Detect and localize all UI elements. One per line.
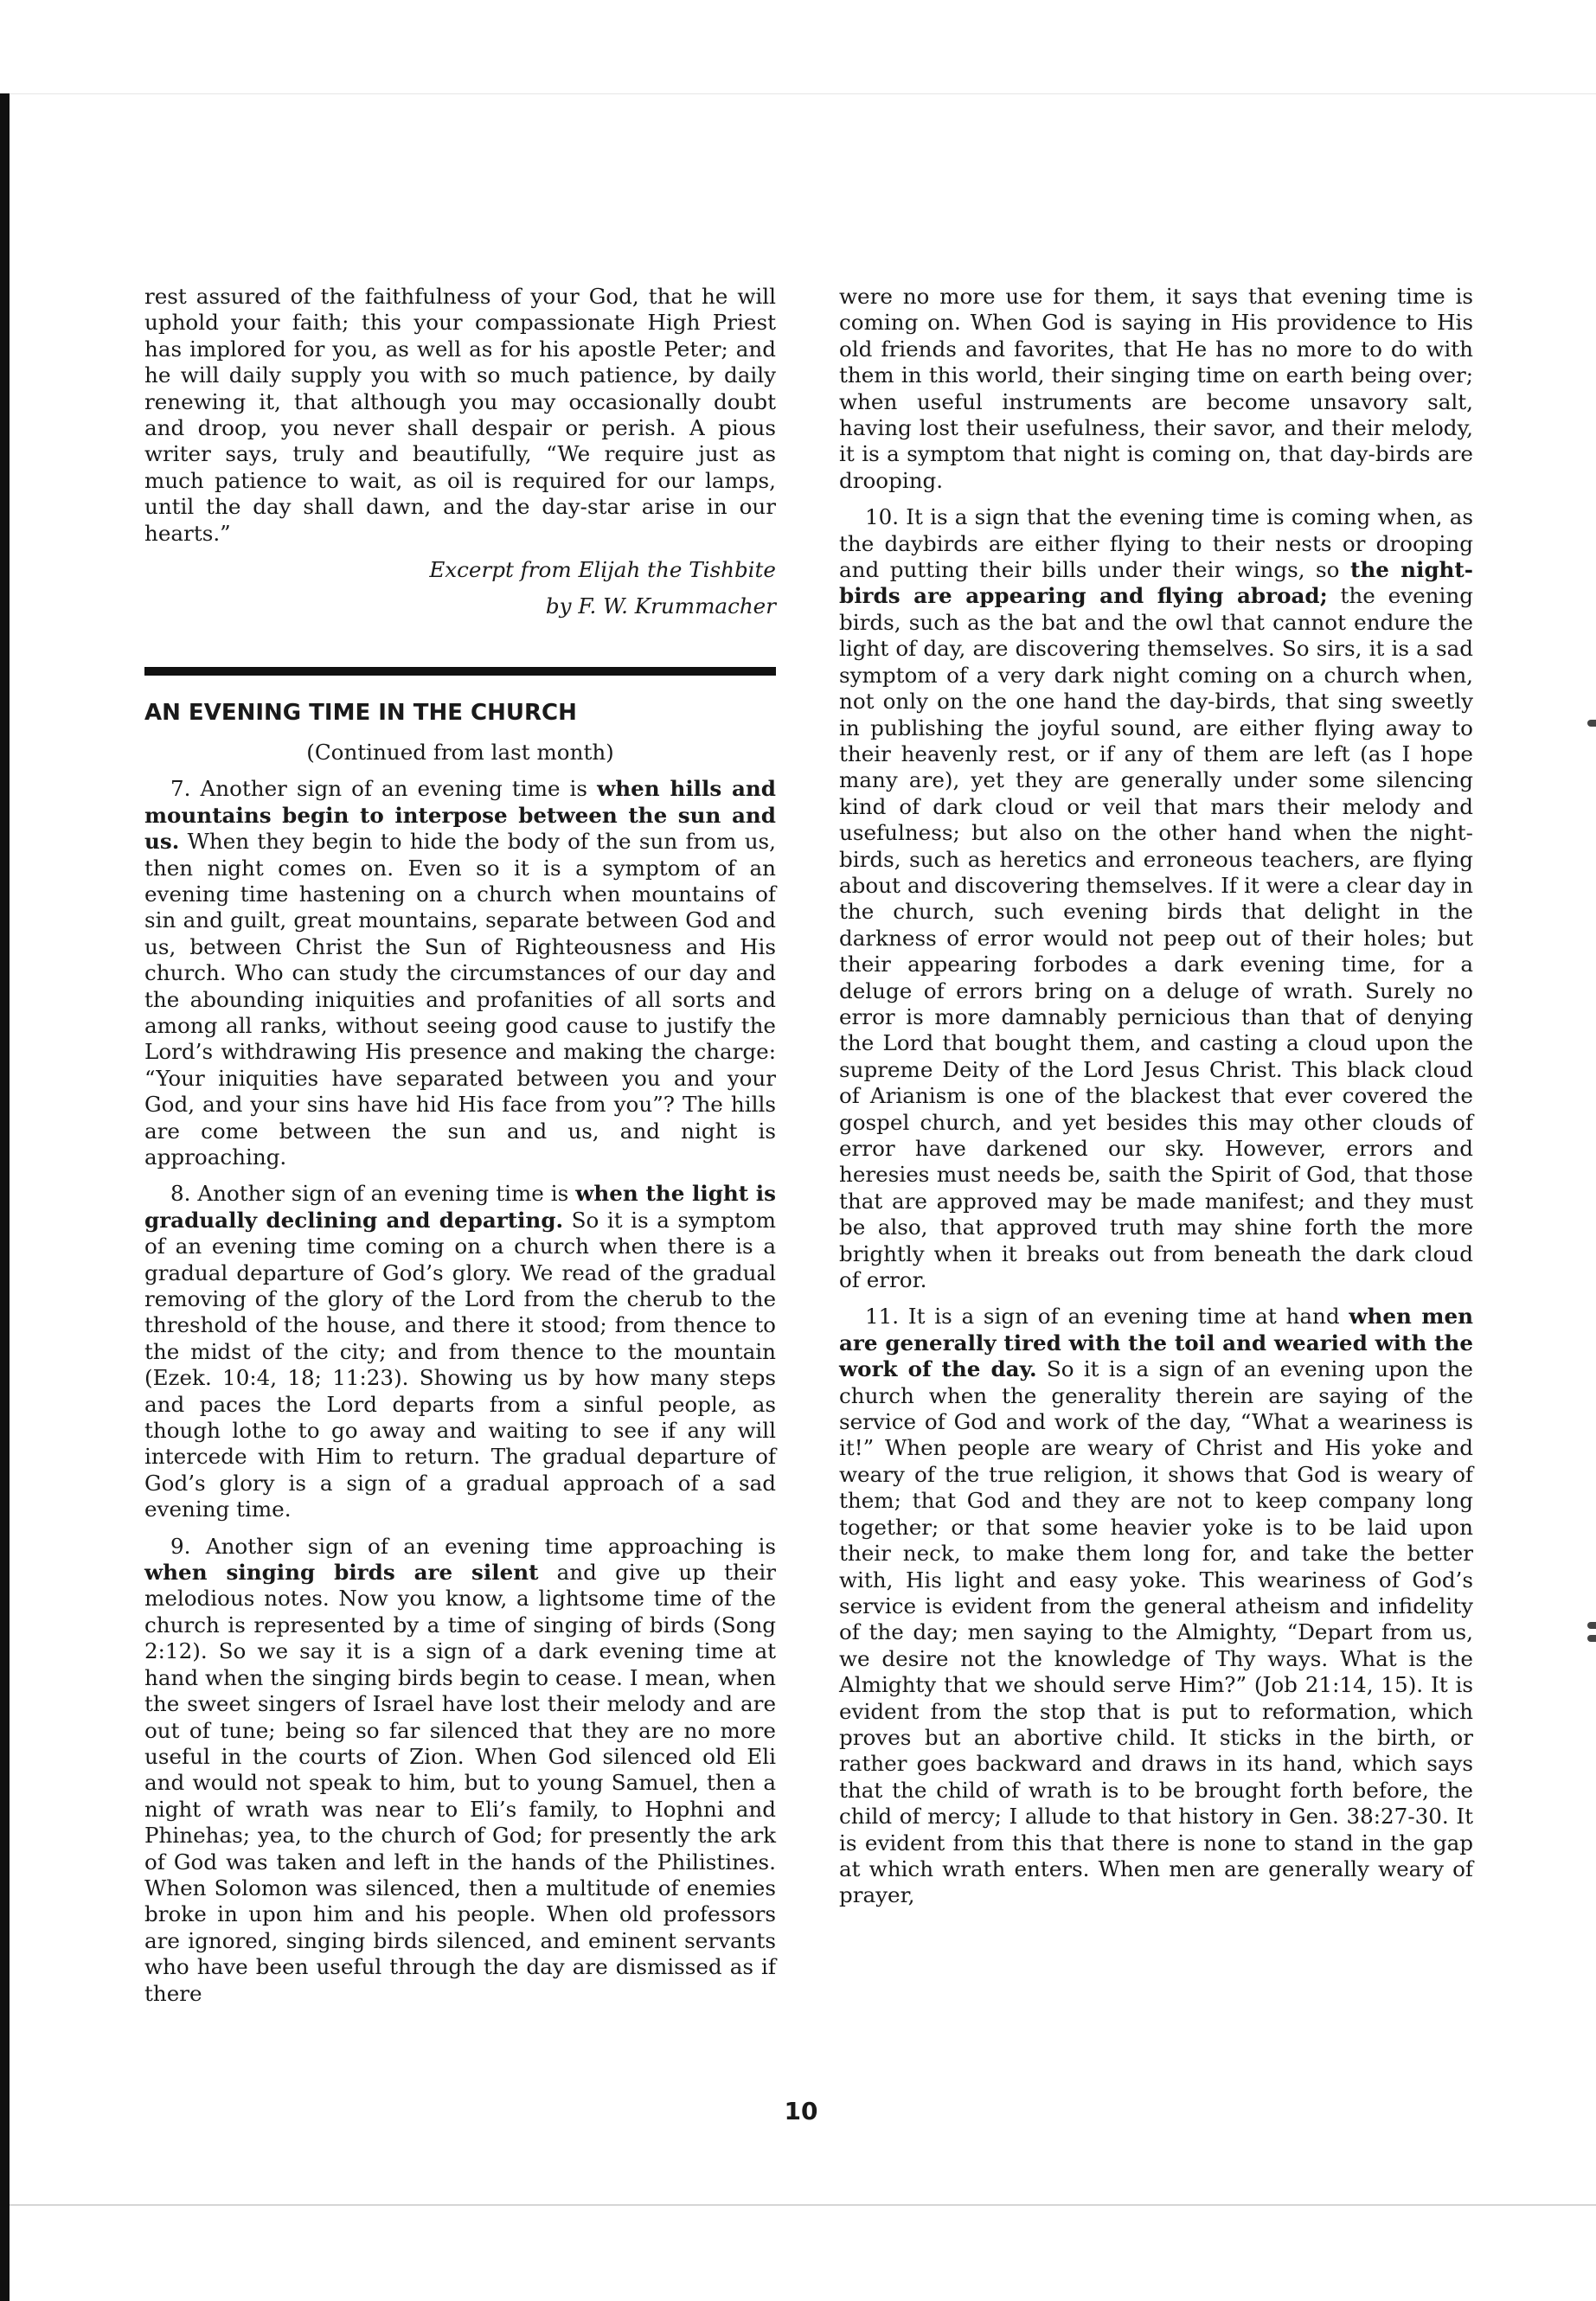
- scan-left-edge: [0, 93, 10, 2301]
- section-divider: [144, 667, 776, 676]
- continued-paragraph: rest assured of the faithfulness of your God, that he will uphold your faith; this your compassionate High Priest has implored for you, as well as for his apostle Peter; and he will daily supply you with so much patience, by daily renewing it, that although you may occasionally doubt and droop, you never shall despair or perish. A pious writer says, truly and beautifully, “We require just as much patience to wait, as oil is required for our lamps, until the day shall dawn, and the day-star arise in our hearts.”: [144, 284, 776, 546]
- article-heading: AN EVENING TIME IN THE CHURCH: [144, 699, 577, 726]
- emphasis: when the light is gradually declining and departing.: [144, 1181, 776, 1233]
- margin-mark: [1587, 720, 1596, 727]
- paragraph-7: 7. Another sign of an evening time is when hills and mountains begin to interpose between the sun and us. When they begin to hide the body of the sun from us, then night comes on. Even so it is a symptom of an evening time hastening on a church when mountains of sin and guilt, great mountains, separate between God and us, between Christ the Sun of Righteousness and His church. Who can study the circumstances of our day and the abounding iniquities and profanities of all sorts and among all ranks, without seeing good cause to justify the Lord’s withdrawing His presence and making the charge: “Your iniquities have separated between you and your God, and your sins have hid His face from you”? The hills are come between the sun and us, and night is approaching.: [144, 776, 776, 1170]
- emphasis: when hills and mountains begin to interpose between the sun and us.: [144, 776, 776, 855]
- page-number: 10: [784, 2097, 818, 2125]
- source-credit-title: Excerpt from Elijah the Tishbite: [429, 557, 776, 583]
- scan-bottom-edge: [10, 2204, 1596, 2206]
- margin-mark: [1587, 1635, 1596, 1642]
- right-column: [839, 284, 1473, 1920]
- source-credit-author: by F. W. Krummacher: [545, 593, 776, 619]
- emphasis: when men are generally tired with the toil and wearied with the work of the day.: [839, 1304, 1473, 1382]
- article-subtitle: (Continued from last month): [306, 739, 614, 765]
- paragraph-10: 10. It is a sign that the evening time is coming when, as the daybirds are either flying to their nests or drooping and putting their bills under their wings, so the night-birds are appearing and flying abroad; the evening birds, such as the bat and the owl that cannot endure the light of day, are discovering themselves. So sirs, it is a sad symptom of a very dark night coming on a church when, not only on the one hand the day-birds, that sing sweetly in publishing the joyful sound, are either flying away to their heavenly rest, or if any of them are left (as I hope many are), yet they are generally under some silencing kind of dark cloud or veil that mars their melody and usefulness; but also on the other hand when the night-birds, such as heretics and erroneous teachers, are flying about and discovering themselves. If it were a clear day in the church, such evening birds that delight in the darkness of error would not peep out of their holes; but their appearing forbodes a dark evening time, for a deluge of errors bring on a deluge of wrath. Surely no error is more damnably pernicious than that of denying the Lord that bought them, and casting a cloud upon the supreme Deity of the Lord Jesus Christ. This black cloud of Arianism is one of the blackest that ever covered the gospel church, and yet besides this may other clouds of error have darkened our sky. However, errors and heresies must needs be, saith the Spirit of God, that those that are approved may be made manifest; and they must be also, that approved truth may shine forth the more brightly when it breaks out from beneath the dark cloud of error.: [839, 504, 1473, 1293]
- paragraph-9-continued: were no more use for them, it says that evening time is coming on. When God is saying in His providence to His old friends and favorites, that He has no more to do with them in this world, their singing time on earth being over; when useful instruments are become unsavory salt, having lost their usefulness, their savor, and their melody, it is a symptom that night is coming on, that day-birds are drooping.: [839, 284, 1473, 493]
- scan-top-margin: [0, 0, 1596, 94]
- margin-mark: [1587, 1622, 1596, 1629]
- emphasis: the night-birds are appearing and flying abroad;: [839, 557, 1473, 609]
- emphasis: when singing birds are silent: [144, 1560, 539, 1586]
- paragraph-8: 8. Another sign of an evening time is when the light is gradually declining and departing. So it is a symptom of an evening time coming on a church when there is a gradual departure of God’s glory. We read of the gradual removing of the glory of the Lord from the cherub to the threshold of the house, and there it stood; from thence to the midst of the city; and from thence to the mountain (Ezek. 10:4, 18; 11:23). Showing us by how many steps and paces the Lord departs from a sinful people, as though lothe to go away and waiting to see if any will intercede with Him to return. The gradual departure of God’s glory is a sign of a gradual approach of a sad evening time.: [144, 1181, 777, 1522]
- paragraph-11: 11. It is a sign of an evening time at hand when men are generally tired with the toil and wearied with the work of the day. So it is a sign of an evening upon the church when the generality therein are saying of the service of God and work of the day, “What a weariness is it!” When people are weary of Christ and His yoke and weary of the true religion, it shows that God is weary of them; that God and they are not to keep company long together; or that some heavier yoke is to be laid upon their neck, to make them long for, and take the better with, His light and easy yoke. This weariness of God’s service is evident from the general atheism and infidelity of the day; men saying to the Almighty, “Depart from us, we desire not the knowledge of Thy ways. What is the Almighty that we should serve Him?” (Job 21:14, 15). It is evident from the stop that is put to reformation, which proves but an abortive child. It sticks in the birth, or rather goes backward and draws in its hand, which says that the child of wrath is to be brought forth before, the child of mercy; I allude to that history in Gen. 38:27-30. It is evident from this that there is none to stand in the gap at which wrath enters. When men are generally weary of prayer,: [839, 1304, 1473, 1908]
- paragraph-9: 9. Another sign of an evening time approaching is when singing birds are silent and give up their melodious notes. Now you know, a lightsome time of the church is represented by a time of singing of birds (Song 2:12). So we say it is a sign of a dark evening time at hand when the singing birds begin to cease. I mean, when the sweet singers of Israel have lost their melody and are out of tune; being so far silenced that they are no more useful in the courts of Zion. When God silenced old Eli and would not speak to him, but to young Samuel, then a night of wrath was near to Eli’s family, to Hophni and Phinehas; yea, to the church of God; for presently the ark of God was taken and left in the hands of the Philistines. When Solomon was silenced, then a multitude of enemies broke in upon him and his people. When old professors are ignored, singing birds silenced, and eminent servants who have been useful through the day are dismissed as if there: [144, 1533, 777, 2006]
- left-column: [144, 284, 776, 2017]
